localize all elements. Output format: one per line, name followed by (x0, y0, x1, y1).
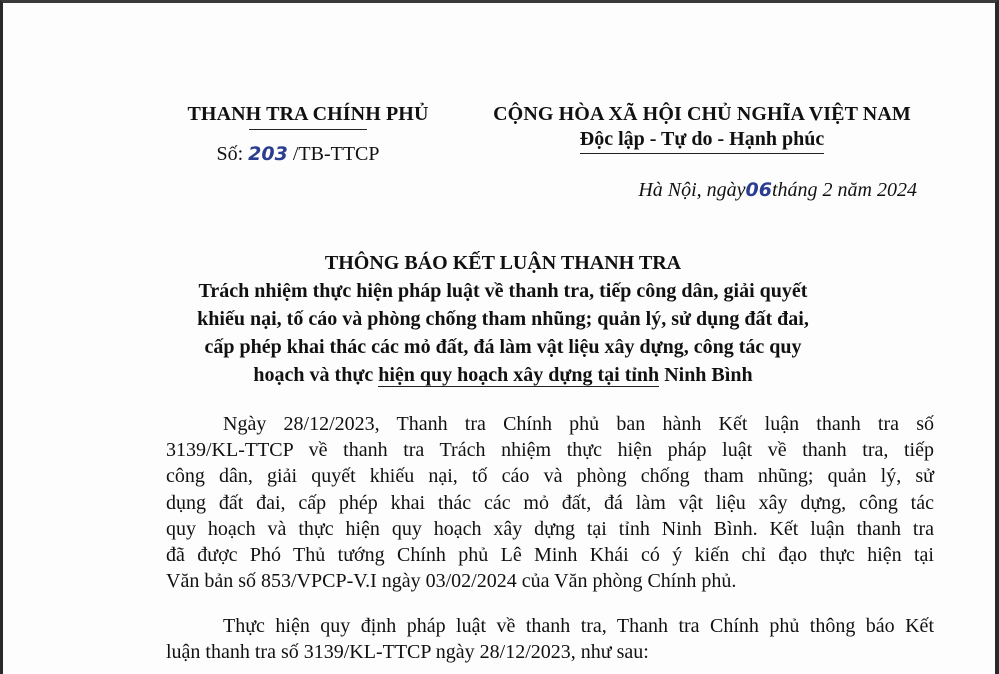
subtitle-underlined: hiện quy hoạch xây dựng tại tỉnh (378, 364, 660, 386)
body-paragraph-2 (166, 613, 934, 665)
nation-title: CỘNG HÒA XÃ HỘI CHỦ NGHĨA VIỆT NAM (493, 103, 911, 125)
document-heading: THÔNG BÁO KẾT LUẬN THANH TRA (324, 252, 682, 274)
subtitle-line (153, 361, 853, 389)
subtitle-line: cấp phép khai thác các mỏ đất, đá làm vật liệu xây dựng, công tác quy (204, 336, 802, 358)
paragraph-line: quy hoạch và thực hiện quy hoạch xây dựng tại tỉnh Ninh Bình. Kết luận thanh tra (166, 517, 934, 540)
motto (471, 128, 933, 151)
subtitle-line: khiếu nại, tố cáo và phòng chống tham nhũng; quản lý, sử dụng đất đai, (197, 308, 809, 330)
number-suffix: /TB-TTCP (292, 143, 380, 165)
agency-underline (249, 129, 367, 130)
issuing-agency: THANH TRA CHÍNH PHỦ (187, 103, 429, 125)
subtitle-plain: hoạch và thực (253, 364, 379, 386)
place-date (638, 179, 917, 202)
day-handwritten: 06 (745, 179, 772, 201)
paragraph-line: luận thanh tra số 3139/KL-TTCP ngày 28/12/2023, như sau: (166, 641, 649, 664)
paragraph-line: Văn bản số 853/VPCP-V.I ngày 03/02/2024 của Văn phòng Chính phủ. (166, 570, 737, 593)
document-title-block (153, 249, 853, 389)
place-suffix: tháng 2 năm 2024 (772, 179, 917, 201)
national-header-block (471, 103, 933, 151)
subtitle-end: Ninh Bình (659, 364, 753, 386)
number-handwritten: 203 (248, 143, 288, 165)
number-prefix: Số: (216, 143, 244, 165)
paragraph-line: công dân, giải quyết khiếu nại, tố cáo và phòng chống tham nhũng; quản lý, sử (166, 465, 934, 488)
paragraph-line: 3139/KL-TTCP về thanh tra Trách nhiệm thực hiện pháp luật về thanh tra, tiếp (166, 439, 934, 462)
document-number (153, 143, 443, 166)
motto-text: Độc lập - Tự do - Hạnh phúc (580, 128, 824, 154)
issuing-agency-block (173, 103, 443, 166)
paragraph-line: đã được Phó Thủ tướng Chính phủ Lê Minh Khái có ý kiến chỉ đạo thực hiện tại (166, 544, 934, 567)
paragraph-line: dụng đất đai, cấp phép khai thác các mỏ đất, đá làm vật liệu xây dựng, công tác (166, 491, 934, 514)
document-subtitle (153, 277, 853, 389)
body-paragraph-1 (166, 411, 934, 594)
subtitle-line: Trách nhiệm thực hiện pháp luật về thanh tra, tiếp công dân, giải quyết (198, 280, 808, 302)
paragraph-line: Thực hiện quy định pháp luật về thanh tra, Thanh tra Chính phủ thông báo Kết (223, 615, 934, 637)
paragraph-line: Ngày 28/12/2023, Thanh tra Chính phủ ban hành Kết luận thanh tra số (223, 413, 934, 435)
place-prefix: Hà Nội, ngày (638, 179, 746, 201)
